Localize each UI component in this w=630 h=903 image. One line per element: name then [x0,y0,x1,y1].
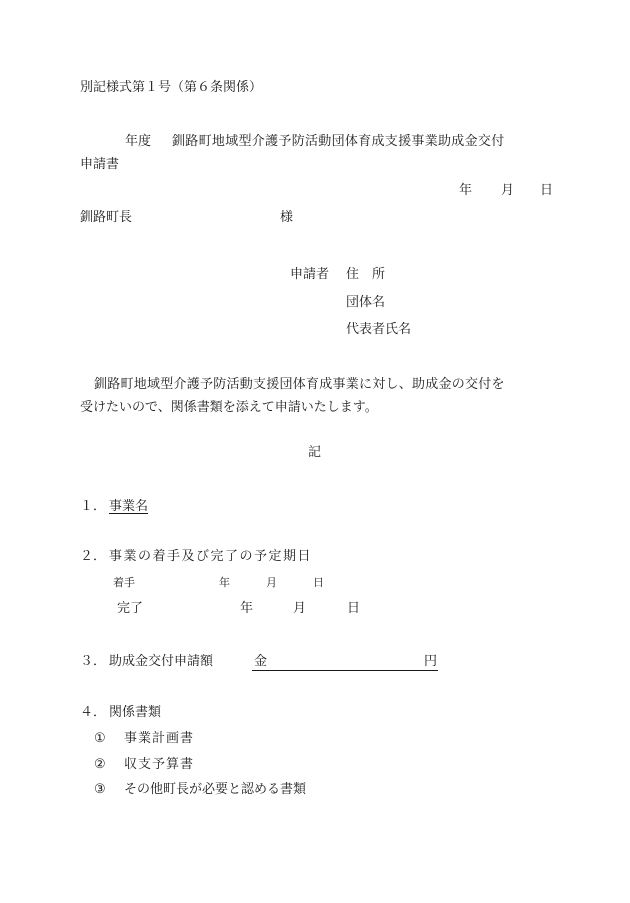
section4-item1-mark: ① [94,731,106,746]
ki-heading: 記 [308,445,322,460]
applicant-org-name-label: 団体名 [346,295,386,310]
section2-start-year: 年 [219,576,230,589]
applicant-representative-label: 代表者氏名 [346,322,412,337]
section3-amount-prefix: 金 [254,654,268,669]
addressee-honorific: 様 [280,210,294,225]
section2-end-day: 日 [347,601,361,616]
section4-item1-text: 事業計画書 [124,731,195,746]
section4-item3-mark: ③ [94,782,106,797]
date-day-label: 日 [540,183,554,198]
section2-number: ２． [80,549,107,564]
section2-start-day: 日 [313,576,324,589]
section1-label: 事業名 [109,499,149,514]
section3-amount-field[interactable] [252,670,438,671]
section4-label: 関係書類 [109,705,162,720]
applicant-label: 申請者 [290,267,330,282]
section2-start-label: 着手 [113,576,135,589]
section2-end-year: 年 [240,601,254,616]
section4-item2-mark: ② [94,757,106,772]
title-main: 釧路町地域型介護予防活動団体育成支援事業助成金交付 [172,134,505,149]
section4-item3-text: その他町長が必要と認める書類 [124,782,307,797]
form-header: 別記様式第１号（第６条関係） [80,80,263,95]
body-text-line1: 釧路町地域型介護予防活動支援団体育成事業に対し、助成金の交付を [94,377,505,392]
section4-number: ４． [80,705,107,720]
section1-number: １． [80,499,107,514]
section2-label: 事業の着手及び完了の予定期日 [109,549,313,564]
section3-number: ３． [80,654,107,669]
section3-amount-unit: 円 [424,654,438,669]
date-month-label: 月 [501,183,515,198]
addressee-name: 釧路町長 [80,210,133,225]
body-text-line2: 受けたいので、関係書類を添えて申請いたします。 [80,400,378,415]
title-fiscal-year: 年度 [125,134,152,149]
title-continuation: 申請書 [80,157,120,172]
section2-start-month: 月 [266,576,277,589]
section2-end-label: 完了 [117,601,144,616]
section2-end-month: 月 [293,601,307,616]
applicant-address-label: 住 所 [346,267,386,282]
section4-item2-text: 収支予算書 [124,757,195,772]
date-year-label: 年 [459,183,473,198]
section3-label: 助成金交付申請額 [109,654,214,669]
